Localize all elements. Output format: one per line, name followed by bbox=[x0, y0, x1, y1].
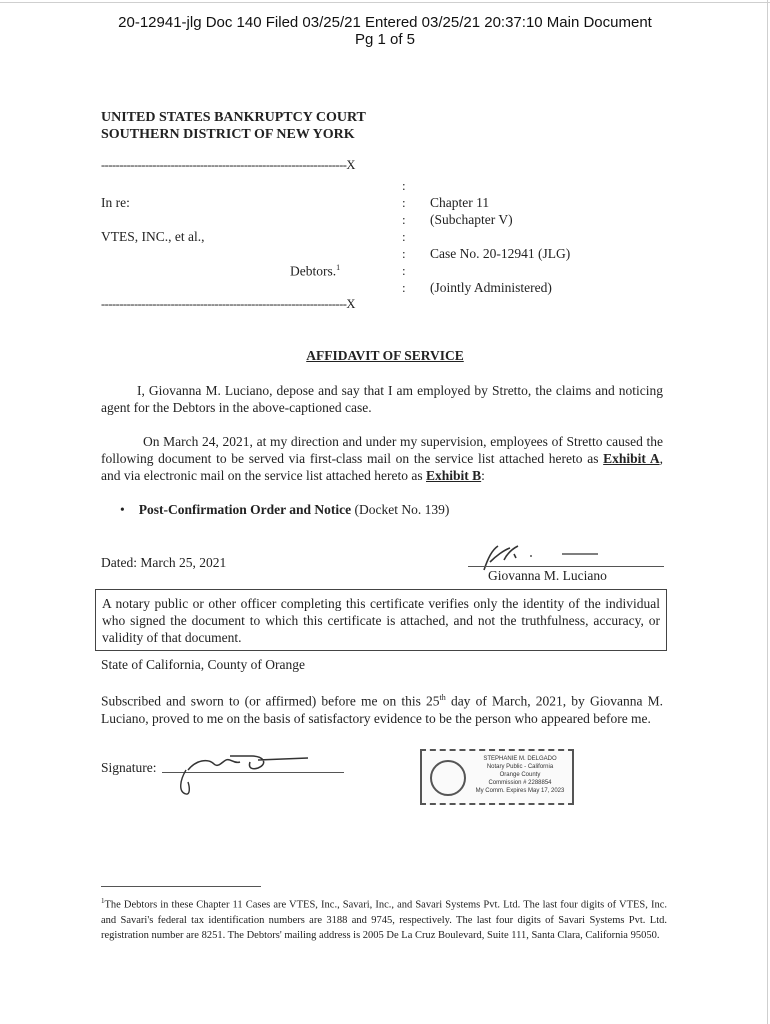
page-right-rule bbox=[767, 0, 768, 1024]
notary-notice-box bbox=[95, 589, 667, 651]
signature-line bbox=[468, 566, 664, 567]
debtors-label: Debtors.$^1$ bbox=[290, 263, 341, 279]
bullet-icon: • bbox=[120, 502, 125, 517]
in-re-label: In re: bbox=[101, 195, 130, 210]
notary-signature bbox=[168, 748, 328, 798]
caption-colon: : bbox=[402, 178, 406, 193]
stamp-expiration: My Comm. Expires May 17, 2023 bbox=[475, 788, 565, 794]
stamp-county: Orange County bbox=[499, 772, 541, 778]
court-name: UNITED STATES BANKRUPTCY COURT bbox=[101, 110, 366, 125]
exhibit-a-reference: Exhibit A bbox=[603, 451, 660, 466]
caption-colon: : bbox=[402, 280, 406, 295]
stamp-notary-name: STEPHANIE M. DELGADO bbox=[483, 756, 557, 762]
caption-colon: : bbox=[402, 212, 406, 227]
debtor-name: VTES, INC., et al., bbox=[101, 229, 205, 244]
bullet-item: • Post-Confirmation Order and Notice (Docket No. 139) bbox=[120, 502, 450, 517]
footnote-separator bbox=[101, 886, 261, 887]
signature-label: Signature: bbox=[101, 760, 157, 775]
case-number: Case No. 20-12941 (JLG) bbox=[430, 246, 571, 261]
footnote-reference: 1 bbox=[336, 263, 341, 272]
page-number-header: Pg 1 of 5 bbox=[354, 31, 416, 48]
paragraph-employment: I, Giovanna M. Luciano, depose and say that I am employed by Stretto, the claims and noticing agent for the Debtors in the above-captioned case. bbox=[101, 383, 663, 415]
caption-colon: : bbox=[402, 263, 406, 278]
state-county: State of California, County of Orange bbox=[101, 657, 305, 672]
caption-top-rule: -------------------------------------------------------------------X bbox=[101, 158, 355, 172]
document-title: AFFIDAVIT OF SERVICE bbox=[306, 348, 464, 363]
filing-header: 20-12941-jlg Doc 140 Filed 03/25/21 Entered 03/25/21 20:37:10 Main Document bbox=[118, 14, 652, 31]
notary-seal-icon bbox=[430, 760, 466, 796]
notary-notice-text: A notary public or other officer completing this certificate verifies only the identity of the individual who signed the document to which this certificate is attached, and not the truthfulness, accuracy, or validity of that document. bbox=[102, 596, 660, 645]
affiant-name: Giovanna M. Luciano bbox=[488, 568, 607, 583]
paragraph-service: On March 24, 2021, at my direction and under my supervision, employees of Stretto caused the following document to be served via first-class mail on the service list attached hereto as Exhibit A, and via electronic mail on the service list attached hereto as Exhibit B: bbox=[101, 434, 663, 483]
page-top-rule bbox=[0, 2, 770, 3]
footnote: $^1$The Debtors in these Chapter 11 Cases are VTES, Inc., Savari, Inc., and Savari Systems Pvt. Ltd. The last four digits of VTES, Inc. and Savari's federal tax identification numbers are 3188 and 9745, respectively. The last four digits of Savari Systems Pvt. Ltd. registration number are 8251. The Debtors' mailing address is 2005 De La Cruz Boulevard, Suite 111, Santa Clara, California 95050. bbox=[101, 897, 667, 941]
court-district: SOUTHERN DISTRICT OF NEW YORK bbox=[101, 127, 355, 142]
exhibit-b-reference: Exhibit B bbox=[426, 468, 482, 483]
caption-colon: : bbox=[402, 229, 406, 244]
subscribed-paragraph: Subscribed and sworn to (or affirmed) before me on this 25th day of March, 2021, by Giovanna M. Luciano, proved to me on the basis of satisfactory evidence to be the person who appeared before me. bbox=[101, 693, 663, 726]
jointly-administered: (Jointly Administered) bbox=[430, 280, 552, 295]
caption-bottom-rule: -------------------------------------------------------------------X bbox=[101, 297, 355, 311]
stamp-commission: Commission # 2288854 bbox=[488, 780, 552, 786]
subchapter-label: (Subchapter V) bbox=[430, 212, 513, 227]
stamp-title: Notary Public - California bbox=[486, 764, 554, 770]
caption-colon: : bbox=[402, 195, 406, 210]
notary-stamp bbox=[420, 749, 574, 805]
chapter-label: Chapter 11 bbox=[430, 195, 490, 210]
dated-line: Dated: March 25, 2021 bbox=[101, 555, 227, 570]
caption-colon: : bbox=[402, 246, 406, 261]
